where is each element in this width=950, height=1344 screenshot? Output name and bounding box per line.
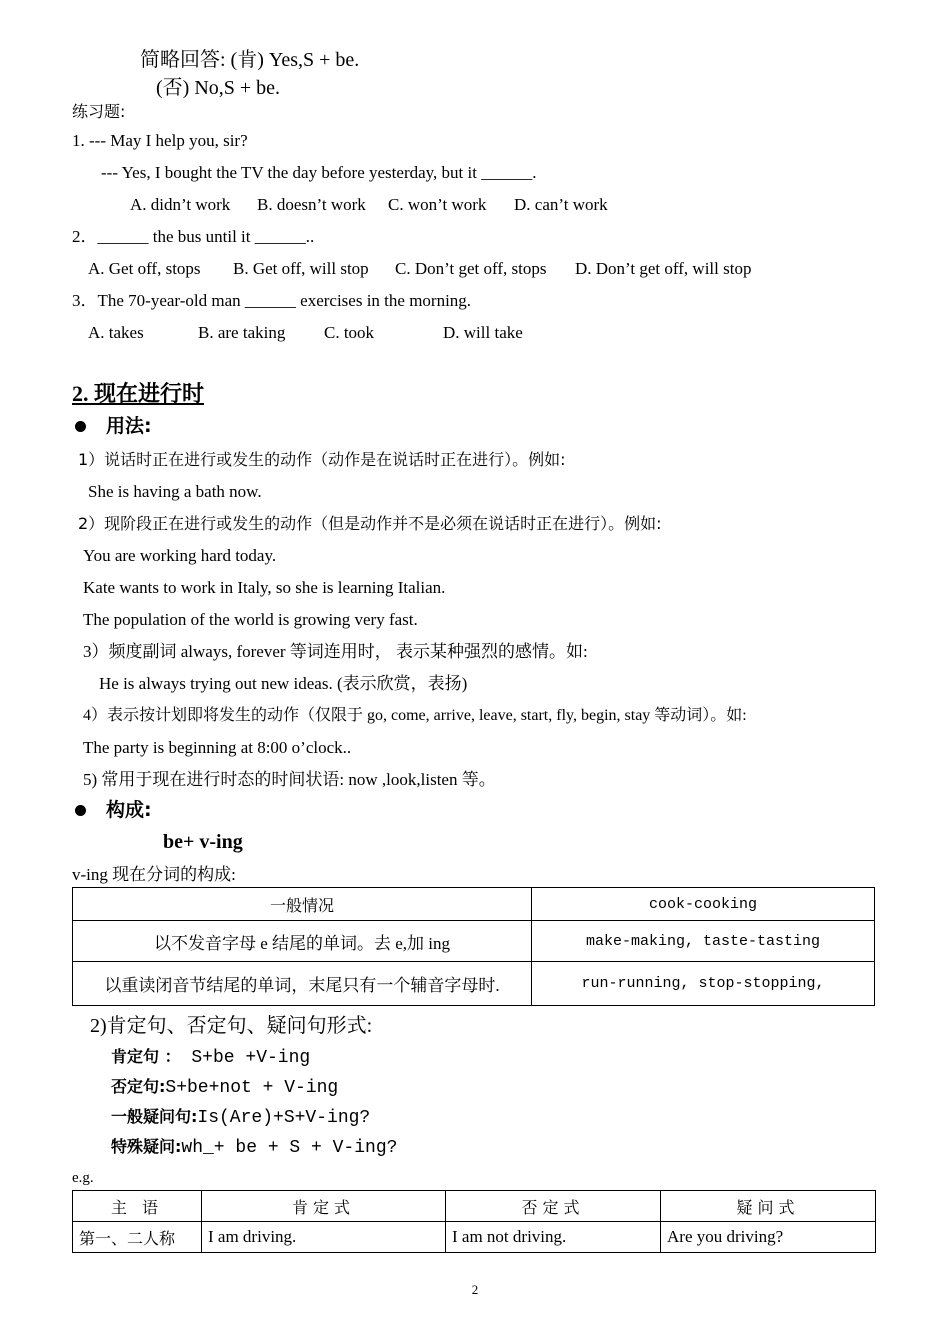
usage-item-2: 2）现阶段正在进行或发生的动作（但是动作并不是必须在说话时正在进行）。例如: <box>78 514 662 533</box>
q3-line: 3．The 70-year-old man ______ exercises in the morning. <box>72 291 472 310</box>
table-header: 疑问式 <box>661 1191 876 1222</box>
q1-line2: --- Yes, I bought the TV the day before yesterday, but it ______. <box>101 163 537 182</box>
usage-example: Kate wants to work in Italy, so she is learning Italian. <box>83 578 446 597</box>
form-negative: 否定句:S+be+not + V-ing <box>111 1077 339 1098</box>
table-header: 否定式 <box>446 1191 661 1222</box>
exercise-title: 练习题: <box>72 102 126 121</box>
q2-option-c: C. Don’t get off, stops <box>395 259 547 278</box>
table-cell: 以重读闭音节结尾的单词，末尾只有一个辅音字母时. <box>73 962 532 1006</box>
section-title: 2. 现在进行时 <box>72 381 205 406</box>
usage-example: The population of the world is growing very fast. <box>83 610 418 629</box>
table-cell: 一般情况 <box>73 888 532 921</box>
usage-example: He is always trying out new ideas. (表示欣赏，表扬) <box>99 674 468 693</box>
table-cell: run-running, stop-stopping, <box>532 962 875 1006</box>
q3-option-d: D. will take <box>443 323 523 342</box>
usage-item-3: 3）频度副词 always, forever 等词连用时， 表示某种强烈的感情。如: <box>83 642 588 661</box>
usage-item-1: 1）说话时正在进行或发生的动作（动作是在说话时正在进行）。例如: <box>78 450 566 469</box>
table-row <box>73 888 875 921</box>
table-header-row <box>73 1191 876 1222</box>
structure-heading: 构成: <box>106 799 152 821</box>
table-cell: cook-cooking <box>532 888 875 921</box>
q2-option-b: B. Get off, will stop <box>233 259 369 278</box>
q1-option-a: A. didn’t work <box>130 195 231 214</box>
usage-example: She is having a bath now. <box>88 482 262 501</box>
q1-line1: 1. --- May I help you, sir? <box>72 131 248 150</box>
structure-formula: be+ v-ing <box>163 831 243 853</box>
usage-heading: 用法: <box>106 415 152 437</box>
q2-line: 2．______ the bus until it ______.. <box>72 227 315 246</box>
table-header: 主 语 <box>73 1191 202 1222</box>
q3-option-a: A. takes <box>88 323 144 342</box>
table-cell: 以不发音字母 e 结尾的单词。去 e,加 ing <box>73 921 532 962</box>
page-number: 2 <box>471 1282 479 1297</box>
q1-option-b: B. doesn’t work <box>257 195 366 214</box>
usage-example: You are working hard today. <box>83 546 277 565</box>
q3-option-c: C. took <box>324 323 375 342</box>
brief-answer-line1: 简略回答: (肯) Yes,S + be. <box>140 49 360 71</box>
ving-table <box>72 887 875 1006</box>
table-cell: 第一、二人称 <box>73 1222 202 1253</box>
q3-option-b: B. are taking <box>198 323 286 342</box>
table-cell: make-making, taste-tasting <box>532 921 875 962</box>
ving-table-title: v-ing 现在分词的构成: <box>72 865 236 884</box>
usage-example: The party is beginning at 8:00 o’clock.. <box>83 738 352 757</box>
form-special-question: 特殊疑问:wh_+ be + S + V-ing? <box>111 1137 398 1158</box>
q2-option-a: A. Get off, stops <box>88 259 201 278</box>
bullet-icon <box>75 805 86 816</box>
table-header: 肯定式 <box>202 1191 446 1222</box>
bullet-icon <box>75 421 86 432</box>
eg-label: e.g. <box>72 1170 94 1186</box>
table-cell: I am driving. <box>202 1222 446 1253</box>
forms-title: 2)肯定句、否定句、疑问句形式: <box>90 1015 373 1037</box>
table-row <box>73 1222 876 1253</box>
usage-item-5: 5) 常用于现在进行时态的时间状语: now ,look,listen 等。 <box>83 770 496 789</box>
q2-option-d: D. Don’t get off, will stop <box>575 259 752 278</box>
table-cell: Are you driving? <box>661 1222 876 1253</box>
table-row <box>73 962 875 1006</box>
usage-item-4: 4）表示按计划即将发生的动作（仅限于 go, come, arrive, leave, start, fly, begin, stay 等动词）。如: <box>83 707 747 724</box>
q1-option-d: D. can’t work <box>514 195 608 214</box>
form-general-question: 一般疑问句:Is(Are)+S+V-ing? <box>111 1107 371 1128</box>
table-row <box>73 921 875 962</box>
q1-option-c: C. won’t work <box>388 195 487 214</box>
form-affirmative: 肯定句 ： S+be +V-ing <box>111 1047 311 1068</box>
table-cell: I am not driving. <box>446 1222 661 1253</box>
example-table <box>72 1190 876 1253</box>
brief-answer-line2: (否) No,S + be. <box>156 77 281 99</box>
